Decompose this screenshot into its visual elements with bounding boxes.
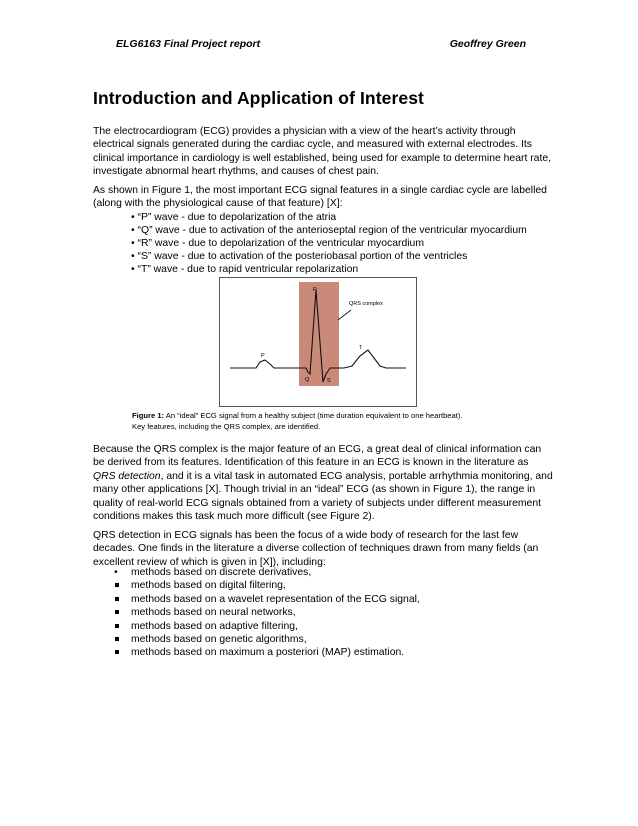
section-title: Introduction and Application of Interest xyxy=(93,88,424,108)
paragraph-qrs-part2: , and it is a vital task in automated ECG analysis, portable arrhythmia monitoring, and many other applications [X]. Though trivial in an “ideal” ECG (as shown in Figure 1), the range in quality of real-world ECG signals obtained from a variety of subjects under different measurement conditions makes this task much more difficult (see Figure 2). xyxy=(93,470,553,523)
square-bullet-icon xyxy=(115,650,119,654)
bullet-icon: • xyxy=(114,567,118,578)
feature-item-t: • “T” wave - due to rapid ventricular repolarization xyxy=(131,264,359,275)
paragraph-detection: QRS detection in ECG signals has been the focus of a wide body of research for the last few decades. One finds in the literature a diverse collection of techniques drawn from many fields (an excellent review of which is given in [X]), including: xyxy=(93,530,539,568)
paragraph-qrs-italic: QRS detection xyxy=(93,470,161,482)
method-item xyxy=(93,566,420,579)
feature-item-s: • “S” wave - due to activation of the posteriobasal portion of the ventricles xyxy=(131,251,468,262)
qrs-pointer-line xyxy=(338,310,351,320)
figure-caption-line2: Key features, including the QRS complex, are identified. xyxy=(132,421,321,431)
method-item xyxy=(93,579,420,592)
method-text: methods based on neural networks, xyxy=(131,607,296,619)
header-left: ELG6163 Final Project report xyxy=(116,38,261,50)
method-item xyxy=(93,620,420,633)
methods-list xyxy=(93,566,420,660)
figure-ecg xyxy=(219,277,417,407)
square-bullet-icon xyxy=(115,624,119,628)
method-text: methods based on maximum a posteriori (MAP) estimation. xyxy=(131,647,405,659)
paragraph-features-intro: As shown in Figure 1, the most important ECG signal features in a single cardiac cycle are labelled (along with the physiological cause of that feature) [X]: xyxy=(93,185,547,210)
method-text: methods based on a wavelet representation of the ECG signal, xyxy=(131,593,420,605)
method-item xyxy=(93,633,420,646)
square-bullet-icon xyxy=(115,610,119,614)
method-text: methods based on digital filtering, xyxy=(131,580,286,592)
method-text: methods based on genetic algorithms, xyxy=(131,634,307,646)
paragraph-qrs xyxy=(93,443,553,523)
square-bullet-icon xyxy=(115,637,119,641)
label-p: P xyxy=(261,353,265,359)
square-bullet-icon xyxy=(115,583,119,587)
method-item xyxy=(93,606,420,619)
method-text: methods based on discrete derivatives, xyxy=(131,567,312,578)
paragraph-qrs-part1: Because the QRS complex is the major feature of an ECG, a great deal of clinical information can be derived from its features. Identification of this feature in an ECG is known in the literature as xyxy=(93,444,542,469)
paragraph-intro: The electrocardiogram (ECG) provides a physician with a view of the heart’s activity through electrical signals generated during the cardiac cycle, and measured with external electrodes. Its clinical importance in cardiology is well established, being used for example to determine heart rate, investigate abnormal heart rhythms, and causes of chest pain. xyxy=(93,126,552,178)
feature-item-p: • “P” wave - due to depolarization of the atria xyxy=(131,212,337,223)
feature-item-q: • “Q” wave - due to activation of the anterioseptal region of the ventricular myocardium xyxy=(131,225,527,236)
figure-caption xyxy=(132,411,532,432)
square-bullet-icon xyxy=(115,597,119,601)
method-item xyxy=(93,646,420,659)
label-s: S xyxy=(327,378,331,384)
label-t: T xyxy=(359,345,363,351)
label-r: R xyxy=(313,287,317,293)
method-item xyxy=(93,593,420,606)
figure-caption-label: Figure 1: xyxy=(132,411,165,420)
label-q: Q xyxy=(305,377,310,383)
method-text: methods based on adaptive filtering, xyxy=(131,620,298,632)
header-right: Geoffrey Green xyxy=(449,38,526,50)
figure-caption-line1: An “ideal” ECG signal from a healthy subject (time duration equivalent to one heartbeat). xyxy=(164,411,463,420)
feature-item-r: • “R” wave - due to depolarization of the ventricular myocardium xyxy=(131,238,424,249)
label-qrs-complex: QRS complex xyxy=(349,301,383,307)
ecg-diagram xyxy=(220,278,416,406)
